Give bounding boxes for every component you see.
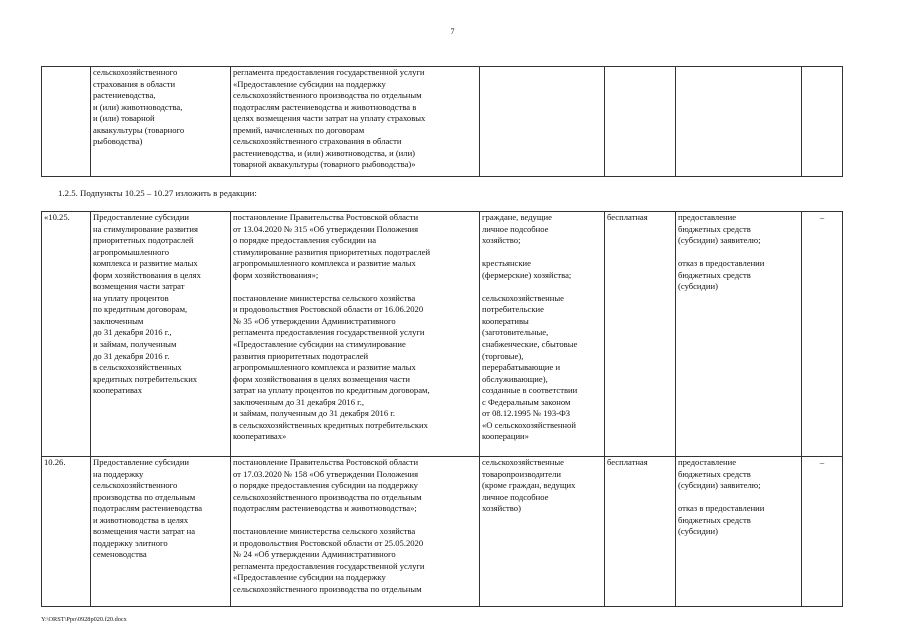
text-line: обслуживающие), bbox=[482, 373, 548, 384]
text-line: № 35 «Об утверждении Административного bbox=[233, 315, 396, 326]
text-line: целях возмещения части затрат на уплату страховых bbox=[233, 113, 426, 124]
text-line: возмещения части затрат на bbox=[93, 526, 196, 537]
text-line: бюджетных средств bbox=[678, 468, 751, 479]
text-line: регламента предоставления государственной услуги bbox=[233, 560, 425, 571]
text-line: личное подсобное bbox=[482, 491, 549, 502]
text-line: (субсидии) заявителю; bbox=[678, 235, 761, 246]
text-line: с Федеральным законом bbox=[482, 396, 571, 407]
text-line: сельскохозяйственные bbox=[482, 292, 564, 303]
text-line: на уплату процентов bbox=[93, 292, 169, 303]
text-line: премий, начисленных по договорам bbox=[233, 124, 365, 135]
text-line: сельскохозяйственного производства по отдельным bbox=[233, 90, 422, 101]
text-line: подотраслям растениеводства bbox=[93, 503, 203, 514]
text-line: от 08.12.1995 № 193-ФЗ bbox=[482, 408, 571, 419]
text-line: (фермерские) хозяйства; bbox=[482, 269, 572, 280]
text-line: «О сельскохозяйственной bbox=[482, 419, 576, 430]
text-line: подотраслям растениеводства и животноводства в bbox=[233, 101, 417, 112]
text-line: кооперативах bbox=[93, 385, 143, 396]
text-line: (заготовительные, bbox=[482, 327, 549, 338]
text-line: постановление Правительства Ростовской области bbox=[233, 212, 419, 222]
text-line: предоставление bbox=[678, 212, 737, 222]
text-line: бюджетных средств bbox=[678, 514, 751, 525]
text-line: граждане, ведущие bbox=[482, 212, 552, 222]
text-line: кооперативы bbox=[482, 315, 529, 326]
text-line: и продовольствия Ростовской области от 25.05.2020 bbox=[233, 537, 424, 548]
top-result-cell bbox=[676, 67, 802, 177]
text-line: от 13.04.2020 № 315 «Об утверждении Положения bbox=[233, 223, 419, 234]
text-line: до 31 декабря 2016 г., bbox=[93, 327, 172, 338]
text-line: форм хозяйствования»; bbox=[233, 269, 319, 280]
text-line: кооперации» bbox=[482, 431, 529, 442]
text-line: хозяйство; bbox=[482, 235, 521, 246]
text-line: форм хозяйствования в целях возмещения части bbox=[233, 373, 410, 384]
text-line: регламента предоставления государственной услуги bbox=[233, 67, 425, 77]
text-line: на поддержку bbox=[93, 468, 144, 479]
text-line: затрат на уплату процентов по кредитным договорам, bbox=[233, 385, 430, 396]
text-line: стимулирование развития приоритетных подотраслей bbox=[233, 246, 431, 257]
text-line: и займам, полученным bbox=[93, 339, 177, 350]
text-line: о порядке предоставления субсидии на поддержку bbox=[233, 480, 418, 491]
main-table bbox=[41, 211, 843, 607]
text-line: крестьянские bbox=[482, 258, 531, 269]
fee-cell: бесплатная bbox=[605, 457, 676, 607]
service-name-cell bbox=[91, 212, 231, 457]
text-line: агропромышленного комплекса и развитие малых bbox=[233, 258, 416, 269]
text-line: и займам, полученным до 31 декабря 2016 г. bbox=[233, 408, 395, 419]
text-line: приоритетных подотраслей bbox=[93, 235, 194, 246]
top-last-cell bbox=[802, 67, 843, 177]
last-cell: – bbox=[802, 457, 843, 607]
file-path-footer: Y:\ORST\Ppo\0928p020.f20.docx bbox=[41, 616, 127, 623]
text-line: кредитных потребительских bbox=[93, 373, 198, 384]
table-row-10-26 bbox=[42, 457, 843, 607]
text-line: на стимулирование развития bbox=[93, 223, 198, 234]
paragraph-gap bbox=[678, 247, 799, 259]
text-line: сельскохозяйственного bbox=[93, 67, 178, 77]
text-line: снабженческие, сбытовые bbox=[482, 339, 578, 350]
text-line: «Предоставление субсидии на поддержку bbox=[233, 572, 386, 583]
text-line: предоставление bbox=[678, 457, 737, 467]
text-line: отказ в предоставлении bbox=[678, 258, 765, 269]
text-line: бюджетных средств bbox=[678, 269, 751, 280]
row-number: 10.26. bbox=[42, 457, 91, 607]
text-line: растениеводства, и (или) животноводства, и (или) bbox=[233, 147, 416, 158]
paragraph-gap bbox=[482, 281, 602, 293]
recipients-cell bbox=[480, 457, 605, 607]
text-line: бюджетных средств bbox=[678, 223, 751, 234]
text-line: форм хозяйствования в целях bbox=[93, 269, 201, 280]
text-line: хозяйство) bbox=[482, 503, 521, 514]
text-line: по кредитным договорам, bbox=[93, 304, 188, 315]
paragraph-gap bbox=[482, 247, 602, 259]
text-line: страхования в области bbox=[93, 78, 176, 89]
text-line: регламента предоставления государственной услуги bbox=[233, 327, 425, 338]
top-table-fragment bbox=[41, 66, 843, 177]
result-cell bbox=[676, 212, 802, 457]
text-line: и животноводства в целях bbox=[93, 514, 189, 525]
top-recipients-cell bbox=[480, 67, 605, 177]
top-name-cell bbox=[91, 67, 231, 177]
text-line: развития приоритетных подотраслей bbox=[233, 350, 369, 361]
paragraph-gap bbox=[233, 515, 477, 527]
subheading: 1.2.5. Подпункты 10.25 – 10.27 изложить в редакции: bbox=[58, 188, 257, 198]
text-line: сельскохозяйственные bbox=[482, 457, 564, 467]
row-number: «10.25. bbox=[42, 212, 91, 457]
text-line: возмещения части затрат bbox=[93, 281, 185, 292]
top-num-cell bbox=[42, 67, 91, 177]
text-line: товаропроизводители bbox=[482, 468, 561, 479]
text-line: от 17.03.2020 № 158 «Об утверждении Положения bbox=[233, 468, 419, 479]
legal-basis-cell bbox=[231, 457, 480, 607]
text-line: постановление министерства сельского хозяйства bbox=[233, 526, 416, 537]
text-line: заключенным до 31 декабря 2016 г., bbox=[233, 396, 365, 407]
text-line: подотраслям растениеводства и животноводства»; bbox=[233, 503, 417, 514]
text-line: поддержку элитного bbox=[93, 537, 168, 548]
last-cell: – bbox=[802, 212, 843, 457]
text-line: производства по отдельным bbox=[93, 491, 196, 502]
text-line: в сельскохозяйственных bbox=[93, 362, 182, 373]
text-line: и (или) животноводства, bbox=[93, 101, 183, 112]
paragraph-gap bbox=[233, 281, 477, 293]
table-row-10-25 bbox=[42, 212, 843, 457]
text-line: и (или) товарной bbox=[93, 113, 155, 124]
text-line: «Предоставление субсидии на поддержку bbox=[233, 78, 386, 89]
text-line: № 24 «Об утверждении Административного bbox=[233, 549, 396, 560]
page-number: 7 bbox=[450, 27, 455, 36]
text-line: заключенным bbox=[93, 315, 144, 326]
top-basis-cell bbox=[231, 67, 480, 177]
text-line: созданные в соответствии bbox=[482, 385, 578, 396]
text-line: сельскохозяйственного производства по отдельным bbox=[233, 584, 422, 595]
text-line: сельскохозяйственного страхования в области bbox=[233, 136, 402, 147]
service-name-cell bbox=[91, 457, 231, 607]
text-line: сельскохозяйственного bbox=[93, 480, 178, 491]
text-line: потребительские bbox=[482, 304, 544, 315]
paragraph-gap bbox=[678, 492, 799, 504]
text-line: агропромышленного bbox=[93, 246, 169, 257]
text-line: агропромышленного комплекса и развитие малых bbox=[233, 362, 416, 373]
top-fee-cell bbox=[605, 67, 676, 177]
text-line: личное подсобное bbox=[482, 223, 549, 234]
fee-cell: бесплатная bbox=[605, 212, 676, 457]
text-line: отказ в предоставлении bbox=[678, 503, 765, 514]
text-line: рыбоводства) bbox=[93, 136, 143, 147]
text-line: сельскохозяйственного производства по отдельным bbox=[233, 491, 422, 502]
text-line: (торговые), bbox=[482, 350, 524, 361]
text-line: (кроме граждан, ведущих bbox=[482, 480, 576, 491]
text-line: до 31 декабря 2016 г. bbox=[93, 350, 170, 361]
text-line: постановление Правительства Ростовской области bbox=[233, 457, 419, 467]
text-line: и продовольствия Ростовской области от 16.06.2020 bbox=[233, 304, 424, 315]
text-line: постановление министерства сельского хозяйства bbox=[233, 292, 416, 303]
legal-basis-cell bbox=[231, 212, 480, 457]
text-line: комплекса и развитие малых bbox=[93, 258, 198, 269]
text-line: перерабатывающие и bbox=[482, 362, 561, 373]
result-cell bbox=[676, 457, 802, 607]
text-line: в сельскохозяйственных кредитных потребительских bbox=[233, 419, 428, 430]
text-line: семеноводства bbox=[93, 549, 147, 560]
text-line: Предоставление субсидии bbox=[93, 212, 190, 222]
text-line: товарной аквакультуры (товарного рыбоводства)» bbox=[233, 159, 416, 170]
text-line: Предоставление субсидии bbox=[93, 457, 190, 467]
text-line: аквакультуры (товарного bbox=[93, 124, 185, 135]
text-line: кооперативах» bbox=[233, 431, 287, 442]
text-line: «Предоставление субсидии на стимулирование bbox=[233, 339, 406, 350]
text-line: (субсидии) заявителю; bbox=[678, 480, 761, 491]
text-line: растениеводства, bbox=[93, 90, 156, 101]
text-line: (субсидии) bbox=[678, 526, 718, 537]
text-line: о порядке предоставления субсидии на bbox=[233, 235, 377, 246]
recipients-cell bbox=[480, 212, 605, 457]
text-line: (субсидии) bbox=[678, 281, 718, 292]
